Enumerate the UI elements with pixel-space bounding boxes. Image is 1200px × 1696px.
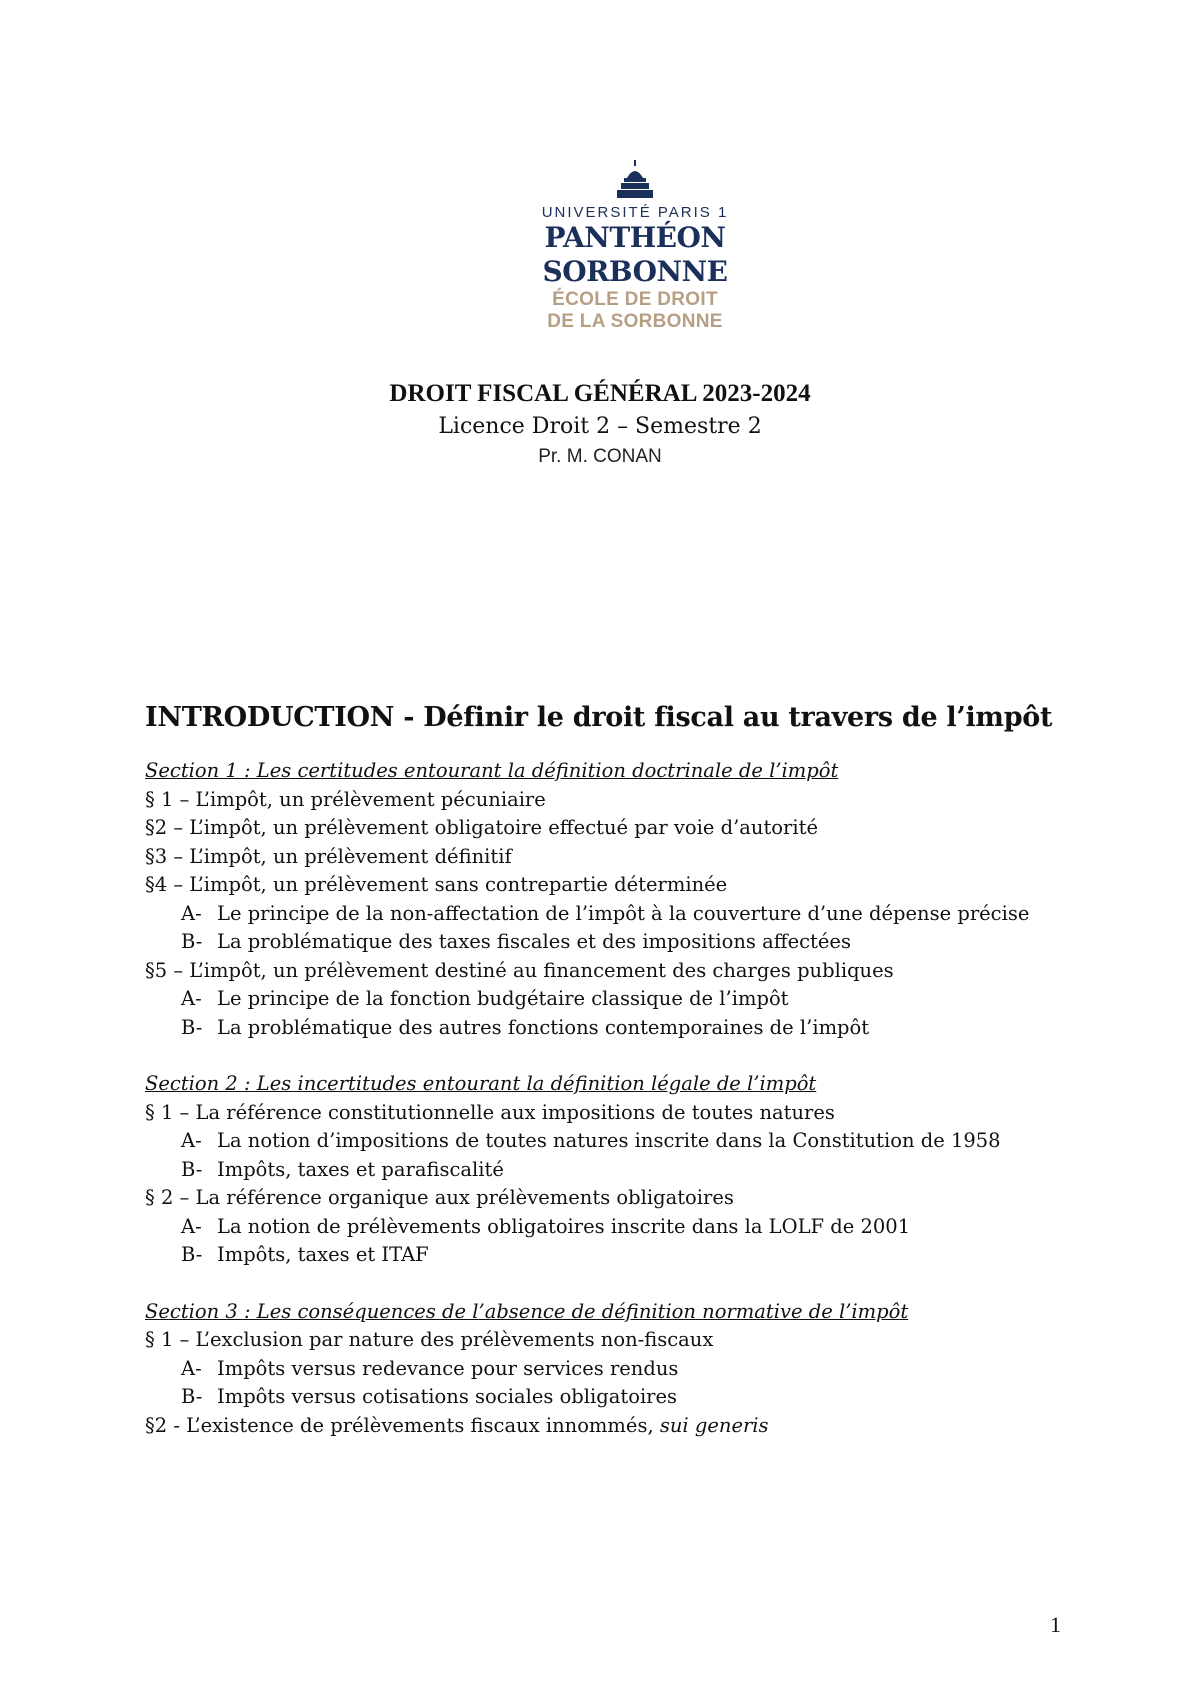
subparagraph-text: La problématique des taxes fiscales et des impositions affectées	[217, 930, 851, 953]
subparagraph-text: Impôts versus redevance pour services rendus	[217, 1356, 679, 1380]
logo-pantheon: PANTHÉON SORBONNE	[542, 221, 728, 288]
outline-paragraph: § 1 – L’impôt, un prélèvement pécuniaire	[145, 787, 546, 811]
professor-name: Pr. M. CONAN	[538, 446, 662, 467]
intro-heading: INTRODUCTION - Définir le droit fiscal au travers de l’impôt	[145, 702, 1053, 733]
outline-subparagraph	[145, 1014, 1105, 1043]
outline-subparagraph	[145, 1355, 1105, 1384]
logo-university: UNIVERSITÉ PARIS 1	[541, 204, 729, 221]
dome-icon	[613, 160, 657, 200]
outline-paragraph: §3 – L’impôt, un prélèvement définitif	[145, 844, 512, 868]
outline-paragraph	[145, 1412, 1105, 1441]
outline-paragraph: §4 – L’impôt, un prélèvement sans contrepartie déterminée	[145, 873, 728, 896]
outline-subparagraph	[145, 1213, 1105, 1242]
page-number: 1	[1050, 1612, 1061, 1637]
subparagraph-letter: B-	[181, 1015, 203, 1039]
paragraph-italic: sui generis	[659, 1413, 769, 1437]
outline	[145, 757, 1105, 1440]
section-heading: Section 2 : Les incertitudes entourant la définition légale de l’impôt	[145, 1072, 817, 1095]
logo-ecole: ÉCOLE DE DROIT	[552, 289, 718, 310]
subparagraph-letter: A-	[181, 1356, 202, 1380]
outline-subparagraph	[145, 1156, 1105, 1185]
subparagraph-text: Impôts, taxes et parafiscalité	[217, 1157, 504, 1181]
subparagraph-text: Impôts versus cotisations sociales obligatoires	[217, 1385, 678, 1408]
outline-subparagraph	[145, 900, 1105, 929]
logo-sorbonne: DE LA SORBONNE	[547, 311, 723, 332]
subparagraph-letter: B-	[181, 1157, 203, 1181]
subparagraph-text: La notion d’impositions de toutes natures inscrite dans la Constitution de 1958	[217, 1129, 1001, 1152]
outline-paragraph: §5 – L’impôt, un prélèvement destiné au financement des charges publiques	[145, 958, 894, 982]
section-heading: Section 3 : Les conséquences de l’absence de définition normative de l’impôt	[145, 1299, 909, 1323]
subparagraph-text: Impôts, taxes et ITAF	[217, 1243, 429, 1266]
subparagraph-letter: A-	[181, 1214, 202, 1238]
section-gap	[145, 1042, 1105, 1070]
subparagraph-letter: A-	[181, 901, 202, 925]
outline-subparagraph	[145, 1241, 1105, 1270]
subparagraph-letter: B-	[181, 1385, 203, 1408]
course-subtitle: Licence Droit 2 – Semestre 2	[438, 414, 762, 439]
outline-subparagraph	[145, 1127, 1105, 1156]
section-gap	[145, 1270, 1105, 1298]
outline-subparagraph	[145, 985, 1105, 1014]
subparagraph-text: La notion de prélèvements obligatoires inscrite dans la LOLF de 2001	[217, 1214, 911, 1238]
university-logo	[470, 160, 800, 333]
subparagraph-letter: A-	[181, 987, 202, 1010]
outline-subparagraph	[145, 1383, 1105, 1412]
course-title: DROIT FISCAL GÉNÉRAL 2023-2024	[389, 380, 811, 407]
outline-paragraph: § 1 – L’exclusion par nature des prélèvements non-fiscaux	[145, 1328, 714, 1351]
subparagraph-letter: B-	[181, 930, 203, 953]
outline-paragraph: § 1 – La référence constitutionnelle aux impositions de toutes natures	[145, 1100, 835, 1124]
section-heading: Section 1 : Les certitudes entourant la définition doctrinale de l’impôt	[145, 759, 839, 782]
outline-subparagraph	[145, 928, 1105, 957]
subparagraph-letter: B-	[181, 1243, 203, 1266]
document-body	[145, 702, 1105, 1440]
outline-paragraph: §2 – L’impôt, un prélèvement obligatoire effectué par voie d’autorité	[145, 816, 818, 839]
subparagraph-text: Le principe de la fonction budgétaire classique de l’impôt	[217, 987, 789, 1010]
subparagraph-text: La problématique des autres fonctions contemporaines de l’impôt	[217, 1015, 870, 1039]
outline-paragraph: § 2 – La référence organique aux prélèvements obligatoires	[145, 1186, 734, 1209]
paragraph-text: §2 - L’existence de prélèvements fiscaux innommés,	[145, 1413, 660, 1437]
subparagraph-text: Le principe de la non-affectation de l’impôt à la couverture d’une dépense précise	[217, 901, 1030, 925]
subparagraph-letter: A-	[181, 1129, 202, 1152]
